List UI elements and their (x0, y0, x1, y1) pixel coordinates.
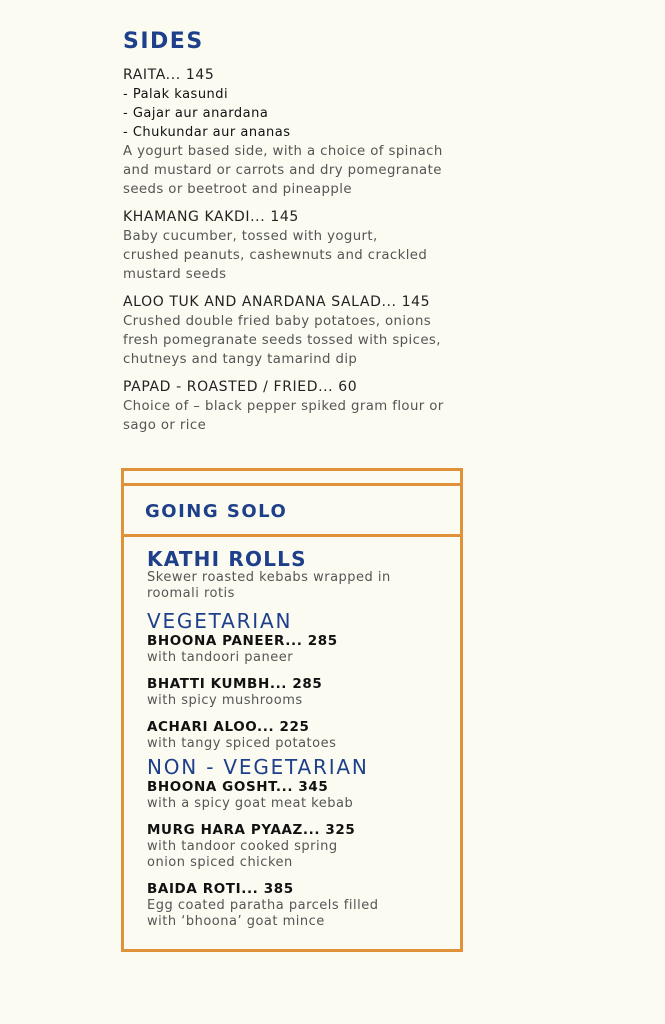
vegetarian-title: VEGETARIAN (147, 609, 293, 633)
sides-section (123, 28, 483, 444)
going-solo-top-strip (124, 471, 460, 486)
roll-item-desc-line: with tandoori paneer (147, 650, 294, 665)
going-solo-title: GOING SOLO (145, 501, 288, 522)
side-item-desc-line: crushed peanuts, cashewnuts and crackled (123, 248, 428, 263)
side-item-name: ALOO TUK AND ANARDANA SALAD... 145 (123, 294, 431, 310)
side-item-desc-line: and mustard or carrots and dry pomegranate (123, 163, 442, 178)
kathi-rolls-desc-line: roomali rotis (147, 586, 235, 601)
side-item (123, 293, 483, 369)
roll-item-desc-line: with ‘bhoona’ goat mince (147, 914, 325, 929)
vegetarian-list (147, 633, 447, 752)
roll-item (147, 676, 447, 709)
roll-item-desc-line: with tandoor cooked spring (147, 839, 338, 854)
kathi-rolls-desc-line: Skewer roasted kebabs wrapped in (147, 570, 391, 585)
roll-item (147, 822, 447, 871)
roll-item-name: BHOONA GOSHT... 345 (147, 779, 329, 795)
roll-item-name: BHOONA PANEER... 285 (147, 633, 338, 649)
side-item-name: KHAMANG KAKDI... 145 (123, 209, 299, 225)
side-item-name: PAPAD - ROASTED / FRIED... 60 (123, 379, 358, 395)
roll-item-name: BAIDA ROTI... 385 (147, 881, 294, 897)
roll-item (147, 881, 447, 930)
roll-item (147, 719, 447, 752)
non-vegetarian-title: NON - VEGETARIAN (147, 755, 369, 779)
roll-item-name: BHATTI KUMBH... 285 (147, 676, 323, 692)
side-item-name: RAITA... 145 (123, 67, 215, 83)
roll-item-desc-line: onion spiced chicken (147, 855, 293, 870)
side-item-option: - Gajar aur anardana (123, 106, 269, 121)
sides-title: SIDES (123, 29, 204, 54)
roll-item (147, 779, 447, 812)
non-vegetarian-list (147, 779, 447, 930)
side-item-desc-line: Choice of – black pepper spiked gram flour or (123, 399, 444, 414)
roll-item-desc-line: Egg coated paratha parcels filled (147, 898, 379, 913)
side-item (123, 378, 483, 435)
kathi-rolls-title: KATHI ROLLS (147, 547, 307, 571)
going-solo-box (121, 468, 463, 952)
side-item-desc-line: A yogurt based side, with a choice of spinach (123, 144, 443, 159)
sides-list (123, 66, 483, 435)
side-item-desc-line: seeds or beetroot and pineapple (123, 182, 352, 197)
side-item-desc-line: fresh pomegranate seeds tossed with spices, (123, 333, 441, 348)
side-item (123, 208, 483, 284)
side-item-desc-line: Baby cucumber, tossed with yogurt, (123, 229, 378, 244)
roll-item (147, 633, 447, 666)
roll-item-desc-line: with tangy spiced potatoes (147, 736, 337, 751)
side-item-desc-line: chutneys and tangy tamarind dip (123, 352, 358, 367)
roll-item-desc-line: with a spicy goat meat kebab (147, 796, 354, 811)
side-item-desc-line: Crushed double fried baby potatoes, onions (123, 314, 432, 329)
side-item-desc-line: mustard seeds (123, 267, 227, 282)
side-item-option: - Chukundar aur ananas (123, 125, 291, 140)
roll-item-desc-line: with spicy mushrooms (147, 693, 303, 708)
side-item (123, 66, 483, 199)
going-solo-content (147, 548, 447, 940)
side-item-option: - Palak kasundi (123, 87, 229, 102)
roll-item-name: MURG HARA PYAAZ... 325 (147, 822, 356, 838)
roll-item-name: ACHARI ALOO... 225 (147, 719, 310, 735)
going-solo-header (124, 486, 460, 537)
side-item-desc-line: sago or rice (123, 418, 207, 433)
